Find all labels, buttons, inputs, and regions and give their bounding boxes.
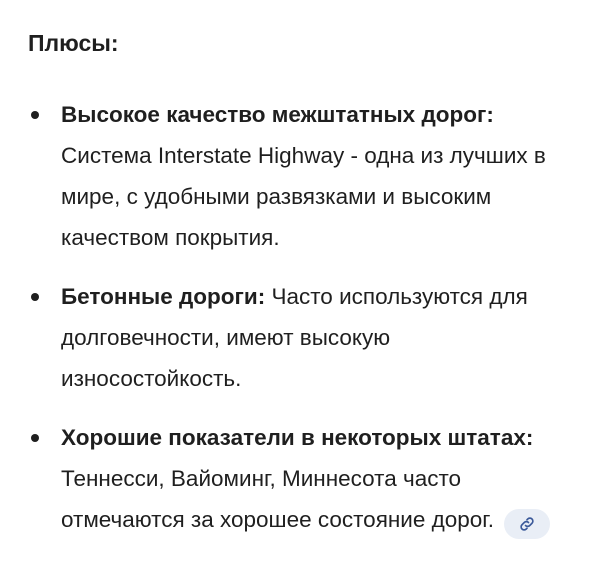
item-text: Система Interstate Highway - одна из лучших в мире, с удобными развязками и высоким качеством покрытия.	[61, 143, 546, 250]
list-item	[28, 276, 572, 399]
item-text: Теннесси, Вайоминг, Миннесота часто отмечаются за хорошее состояние дорог.	[61, 466, 495, 532]
pros-list	[28, 94, 572, 540]
bullet-icon	[31, 111, 39, 119]
bullet-icon	[31, 293, 39, 301]
item-text: Часто используются для долговечности, имеют высокую износостойкость.	[61, 284, 528, 391]
list-item	[28, 94, 572, 258]
bullet-icon	[31, 434, 39, 442]
item-term: Высокое качество межштатных дорог:	[61, 102, 494, 127]
item-term: Бетонные дороги:	[61, 284, 266, 309]
item-term: Хорошие показатели в некоторых штатах:	[61, 425, 534, 450]
source-link-button[interactable]	[504, 509, 550, 539]
link-icon	[518, 515, 536, 533]
section-heading: Плюсы:	[28, 30, 119, 56]
list-item	[28, 417, 572, 540]
